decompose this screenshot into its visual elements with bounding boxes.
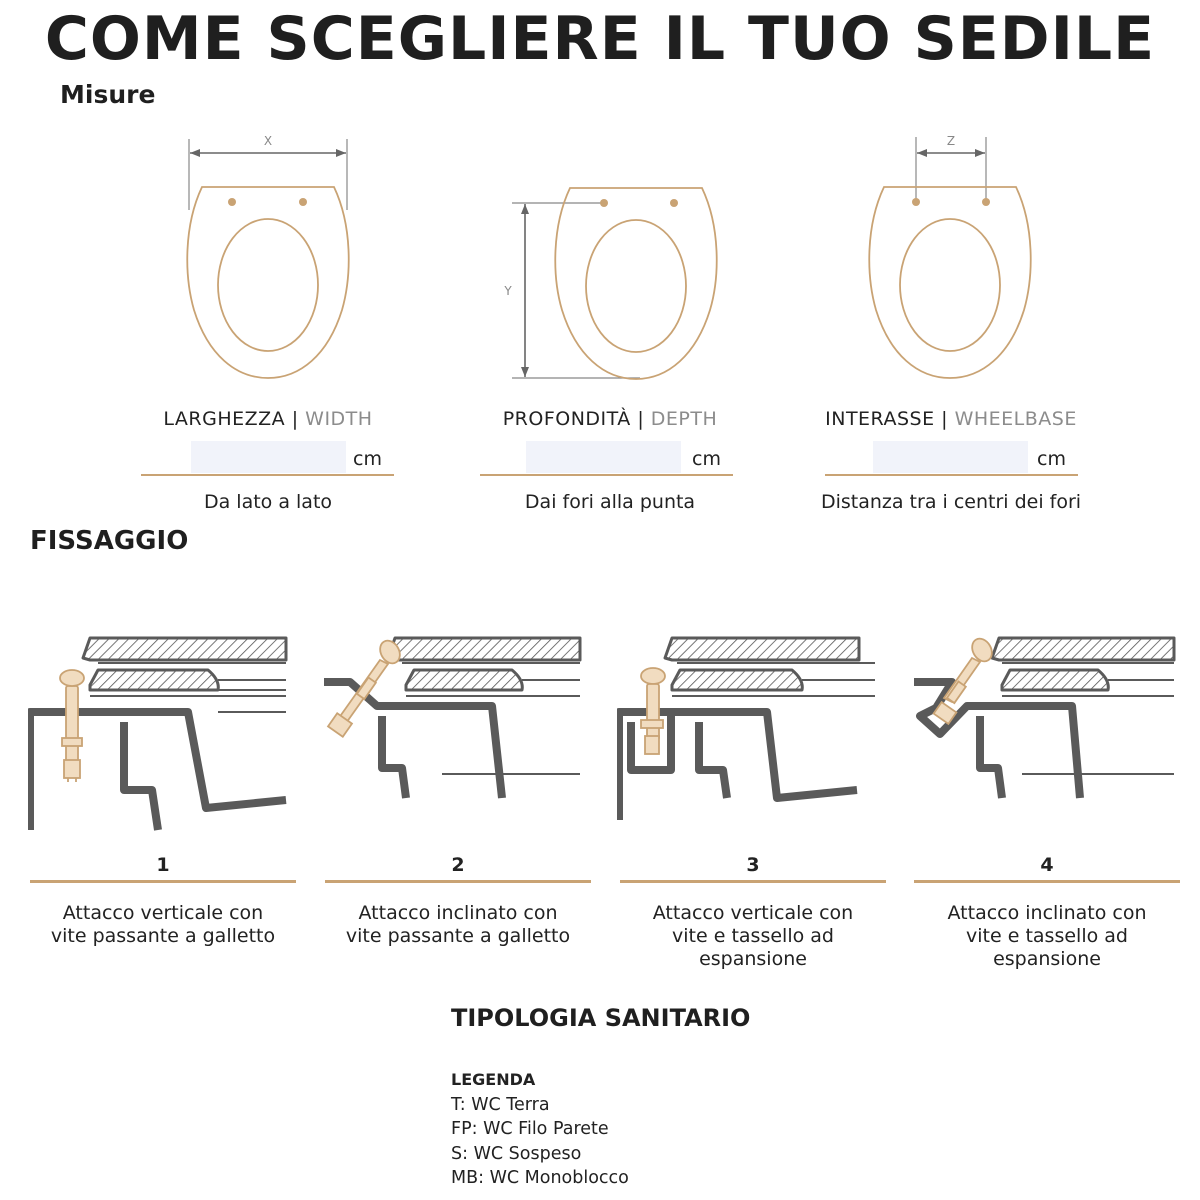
width-unit: cm: [353, 448, 382, 470]
fixing-illustration-1: [28, 630, 296, 840]
fixing-number-1: 1: [156, 854, 170, 876]
section-heading-misure: Misure: [60, 80, 156, 109]
legend-entry-s: S: WC Sospeso: [451, 1143, 582, 1164]
fixing-desc-2-line2: vite passante a galletto: [345, 925, 571, 947]
section-heading-fissaggio: FISSAGGIO: [30, 526, 189, 556]
wheelbase-label: INTERASSE | WHEELBASE: [825, 408, 1077, 430]
legend: [451, 1068, 629, 1191]
wheelbase-input[interactable]: [873, 441, 1028, 473]
legend-entry-t: T: WC Terra: [451, 1094, 550, 1115]
width-description: Da lato a lato: [203, 491, 333, 513]
fixing-desc-4-line1: Attacco inclinato con: [947, 902, 1147, 924]
width-label-en: WIDTH: [305, 408, 373, 430]
seat-wheelbase-diagram: [862, 125, 1042, 390]
wheelbase-unit: cm: [1037, 448, 1066, 470]
fixing-desc-3: [603, 902, 903, 971]
fixing-desc-1: [13, 902, 313, 948]
depth-label: PROFONDITÀ | DEPTH: [502, 408, 718, 430]
fixing-number-4: 4: [1040, 854, 1054, 876]
width-label: LARGHEZZA | WIDTH: [163, 408, 373, 430]
fixing-desc-1-line1: Attacco verticale con: [62, 902, 264, 924]
fixing-number-2: 2: [451, 854, 465, 876]
depth-underline: [480, 474, 733, 476]
fixing-desc-3-line2: vite e tassello ad: [672, 925, 834, 947]
legend-entry-mb: MB: WC Monoblocco: [451, 1168, 629, 1188]
depth-label-it: PROFONDITÀ: [502, 408, 631, 430]
wheelbase-label-en: WHEELBASE: [954, 408, 1077, 430]
axis-x-label: X: [263, 134, 273, 148]
fixing-line-4: [914, 880, 1180, 883]
wheelbase-label-it: INTERASSE: [825, 408, 935, 430]
depth-input[interactable]: [526, 441, 681, 473]
fixing-desc-2-line1: Attacco inclinato con: [358, 902, 558, 924]
wheelbase-description: Distanza tra i centri dei fori: [820, 491, 1082, 513]
fixing-illustration-4: [912, 630, 1180, 840]
fixing-number-3: 3: [746, 854, 760, 876]
width-label-it: LARGHEZZA: [163, 408, 286, 430]
axis-z-label: Z: [946, 134, 956, 148]
section-heading-tipologia: TIPOLOGIA SANITARIO: [451, 1004, 751, 1032]
axis-y-label: Y: [504, 284, 512, 298]
width-underline: [141, 474, 394, 476]
fixing-desc-4: [897, 902, 1197, 971]
fixing-desc-3-line3: espansione: [699, 948, 807, 970]
depth-description: Dai fori alla punta: [524, 491, 696, 513]
fixing-line-1: [30, 880, 296, 883]
fixing-illustration-2: [322, 630, 590, 840]
fixing-desc-1-line2: vite passante a galletto: [50, 925, 276, 947]
fixing-line-3: [620, 880, 886, 883]
legend-title: LEGENDA: [451, 1070, 536, 1089]
fixing-desc-2: [308, 902, 608, 948]
legend-entry-fp: FP: WC Filo Parete: [451, 1119, 609, 1139]
fixing-desc-4-line2: vite e tassello ad: [966, 925, 1128, 947]
depth-unit: cm: [692, 448, 721, 470]
fixing-illustration-3: [617, 630, 885, 840]
page-title: COME SCEGLIERE IL TUO SEDILE: [44, 4, 1156, 74]
wheelbase-underline: [825, 474, 1078, 476]
depth-label-en: DEPTH: [650, 408, 718, 430]
fixing-desc-4-line3: espansione: [993, 948, 1101, 970]
fixing-desc-3-line1: Attacco verticale con: [652, 902, 854, 924]
fixing-line-2: [325, 880, 591, 883]
width-input[interactable]: [191, 441, 346, 473]
seat-depth-diagram: [498, 170, 728, 390]
seat-width-diagram: [180, 125, 360, 390]
